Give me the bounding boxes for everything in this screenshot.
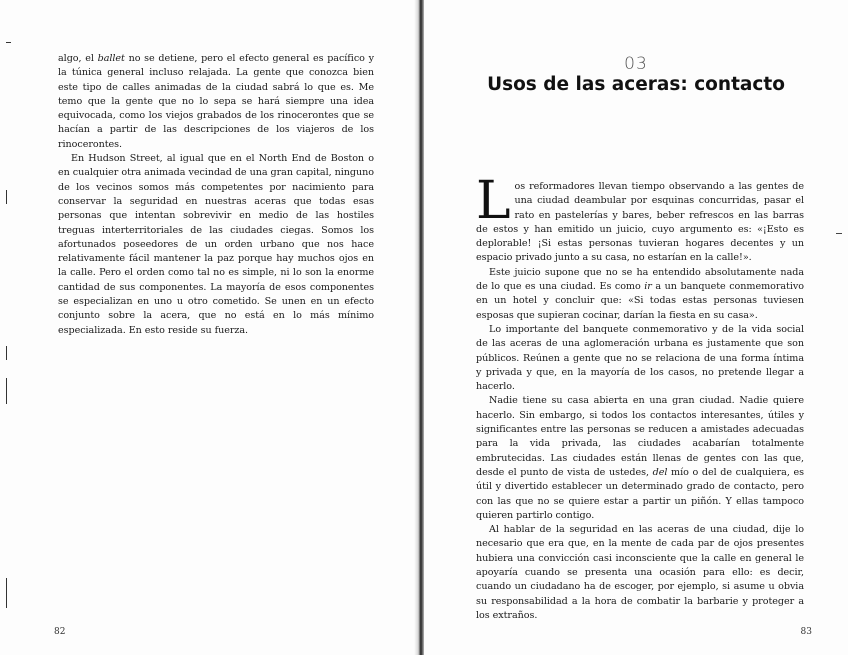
- text-run: a un banquete conmemorativo en un hotel y concluir que: «Si todas estas personas tuviesen esposas que supieran cocinar, darían la fiesta en su casa».: [476, 281, 804, 321]
- italic-text: del: [652, 466, 668, 478]
- paragraph: [476, 523, 804, 623]
- right-page-number: 83: [800, 627, 812, 637]
- text-run: En Hudson Street, al igual que en el North End de Boston o en cualquier otra animada vecindad de una gran capital, ninguno de los vecinos somos más competentes por nacimiento para conservar la seguridad en nuestras aceras que todas esas personas que intentan sobrevivir en medio de las hostiles treguas interterritoriales de las ciudades ciegas. Somos los afortunados poseedores de un orden urbano que nos hace relativamente fácil mantener la paz porque hay muchos ojos en la calle. Pero el orden como tal no es simple, ni lo son la enorme cantidad de sus componentes. La mayoría de esos componentes se especializan en uno u otro cometido. Se unen en un efecto conjunto sobre la acera, que no está en lo más mínimo especializada. En esto reside su fuerza.: [58, 153, 374, 336]
- text-run: Nadie tiene su casa abierta en una gran ciudad. Nadie quiere hacerlo. Sin embargo, si todos los contactos interesantes, útiles y significantes entre las personas se reducen a amistades adecuadas para la vida privada, las ciudades acabarían totalmente embrutecidas. Las ciudades están llenas de gentes con las que, desde el punto de vista de ustedes,: [476, 395, 804, 478]
- text-run: no se detiene, pero el efecto general es pacífico y la túnica general incluso relajada. La gente que conozca bien este tipo de calles animadas de la ciudad sabrá lo que es. Me temo que la gente que no lo sepa se hará siempre una idea equivocada, como los viejos grabados de los rinocerontes que se hacían a partir de las descripciones de los viajeros de los rinocerontes.: [58, 53, 374, 150]
- right-page-body: [476, 171, 804, 623]
- paragraph: [58, 152, 374, 338]
- italic-text: ir: [644, 281, 652, 293]
- paragraph: [476, 171, 804, 266]
- italic-text: ballet: [97, 53, 125, 64]
- paragraph: [476, 323, 804, 394]
- left-page: [0, 0, 420, 655]
- margin-mark: [6, 346, 7, 360]
- chapter-title: Usos de las aceras: contacto: [487, 74, 785, 95]
- margin-mark: [836, 233, 842, 234]
- text-run: algo, el: [58, 53, 98, 64]
- left-page-body: [58, 52, 374, 338]
- margin-mark: [6, 190, 7, 204]
- left-page-number: 82: [54, 627, 66, 637]
- text-run: Este juicio supone que no se ha entendido absolutamente nada de lo que es una ciudad. Es como: [476, 266, 804, 293]
- paragraph: [476, 266, 804, 323]
- text-run: Lo importante del banquete conmemorativo y de la vida social de las aceras de una aglomeración urbana es justamente que son públicos. Reúnen a gente que no se relaciona de una forma íntima y privada y que, en la mayoría de los casos, no pretende llegar a hacerlo.: [476, 323, 804, 393]
- text-run: Al hablar de la seguridad en las aceras de una ciudad, dije lo necesario que era que, en la mente de cada par de ojos presentes hubiera una convicción casi inconsciente que la calle en general le apoyaría cuando se presenta una ocasión para ello: es decir, cuando un ciudadano ha de escoger, por ejemplo, si asume u obvia su responsabilidad a la hora de combatir la barbarie y proteger a los extraños.: [476, 524, 804, 621]
- text-run: os reformadores llevan tiempo observando a las gentes de una ciudad deambular por esquinas concurridas, pasar el rato en pastelerías y bares, beber refrescos en las barras de estos y han emitido un juicio, cuyo argumento es: «¡Esto es deplorable! ¡Si estas personas tuvieran hogares decentes y un espacio privado junto a su casa, no estarían en la calle!».: [476, 181, 804, 264]
- paragraph: [58, 52, 374, 152]
- margin-mark: [6, 578, 7, 608]
- chapter-number: 03: [624, 54, 648, 74]
- margin-mark: [6, 42, 11, 43]
- text-run: mío o del de cualquiera, es útil y divertido establecer un determinado grado de contacto, pero con las que no se quiere estar a partir un piñón. Y ellas tampoco quieren partirlo contigo.: [476, 466, 804, 521]
- drop-cap: L: [476, 171, 511, 231]
- paragraph: [476, 394, 804, 523]
- margin-mark: [6, 378, 7, 404]
- right-page: [424, 0, 848, 655]
